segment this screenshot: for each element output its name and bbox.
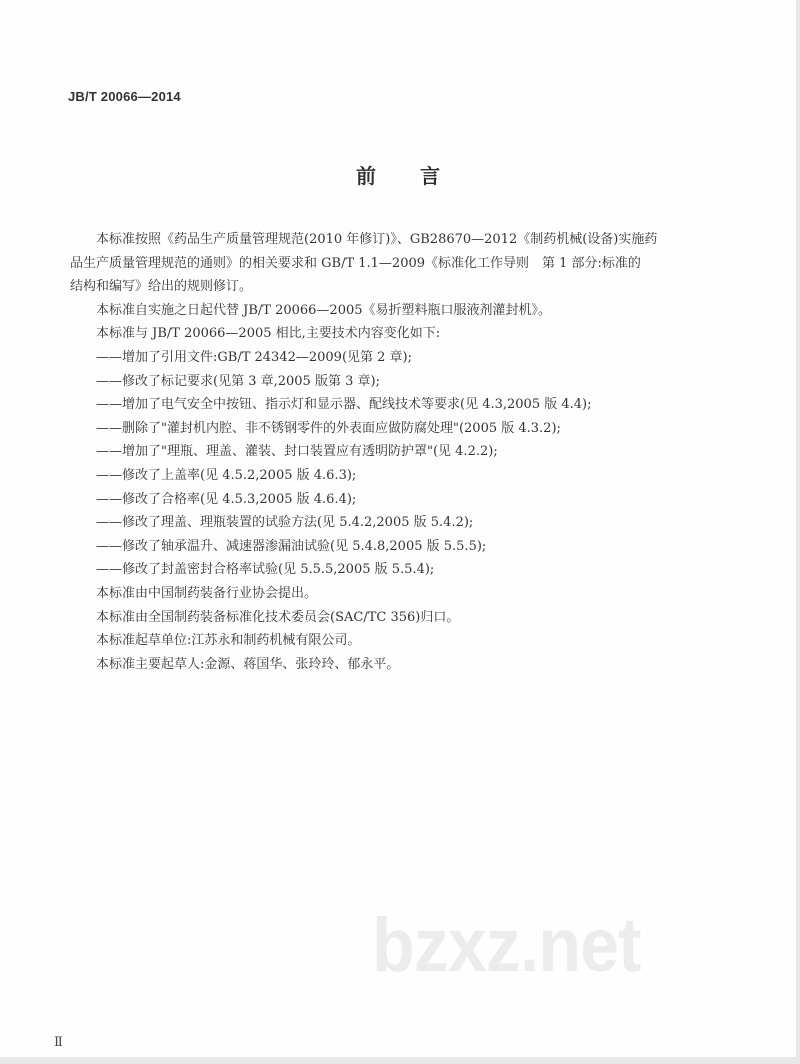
title-char-1: 前 xyxy=(356,164,376,188)
change-item: ——删除了"灌封机内腔、非不锈钢零件的外表面应做防腐处理"(2005 版 4.3.2); xyxy=(96,420,561,436)
intro-paragraph-line-2: 品生产质量管理规范的通则》的相关要求和 GB/T 1.1—2009《标准化工作导则 第 1 部分:标准的 xyxy=(70,255,641,271)
replaces-paragraph: 本标准自实施之日起代替 JB/T 20066—2005《易折塑料瓶口服液剂灌封机》。 xyxy=(96,302,552,318)
change-item: ——修改了上盖率(见 4.5.2,2005 版 4.6.3); xyxy=(96,467,357,483)
change-item: ——增加了引用文件:GB/T 24342—2009(见第 2 章); xyxy=(96,349,412,365)
intro-paragraph-line-1: 本标准按照《药品生产质量管理规范(2010 年修订)》、GB28670—2012《制药机械(设备)实施药 xyxy=(96,232,658,247)
changes-intro: 本标准与 JB/T 20066—2005 相比,主要技术内容变化如下: xyxy=(96,326,441,342)
drafting-unit-paragraph: 本标准起草单位:江苏永和制药机械有限公司。 xyxy=(96,633,361,649)
change-item: ——修改了理盖、理瓶装置的试验方法(见 5.4.2,2005 版 5.4.2); xyxy=(96,515,474,531)
change-item: ——修改了标记要求(见第 3 章,2005 版第 3 章); xyxy=(96,373,380,389)
page-number: Ⅱ xyxy=(54,1035,63,1050)
page-title xyxy=(0,160,796,189)
standard-code-header: JB/T 20066—2014 xyxy=(68,89,181,104)
intro-paragraph-line-3: 结构和编写》给出的规则修订。 xyxy=(70,279,253,295)
watermark-text: bzxz.net xyxy=(372,903,641,988)
title-char-2: 言 xyxy=(420,164,440,188)
change-item: ——修改了轴承温升、减速器渗漏油试验(见 5.4.8,2005 版 5.5.5); xyxy=(96,538,487,554)
change-item: ——增加了电气安全中按钮、指示灯和显示器、配线技术等要求(见 4.3,2005 版 4.4); xyxy=(96,397,592,413)
change-item: ——修改了封盖密封合格率试验(见 5.5.5,2005 版 5.5.4); xyxy=(96,562,435,578)
drafters-paragraph: 本标准主要起草人:金源、蒋国华、张玲玲、郁永平。 xyxy=(96,656,400,672)
changes-list xyxy=(70,346,730,582)
centralized-by-paragraph: 本标准由全国制药装备标准化技术委员会(SAC/TC 356)归口。 xyxy=(96,609,460,625)
change-item: ——修改了合格率(见 4.5.3,2005 版 4.6.4); xyxy=(96,491,357,507)
proposed-by-paragraph: 本标准由中国制药装备行业协会提出。 xyxy=(96,585,318,601)
foreword-body xyxy=(70,228,730,676)
change-item: ——增加了"理瓶、理盖、灌装、封口装置应有透明防护罩"(见 4.2.2); xyxy=(96,444,498,460)
